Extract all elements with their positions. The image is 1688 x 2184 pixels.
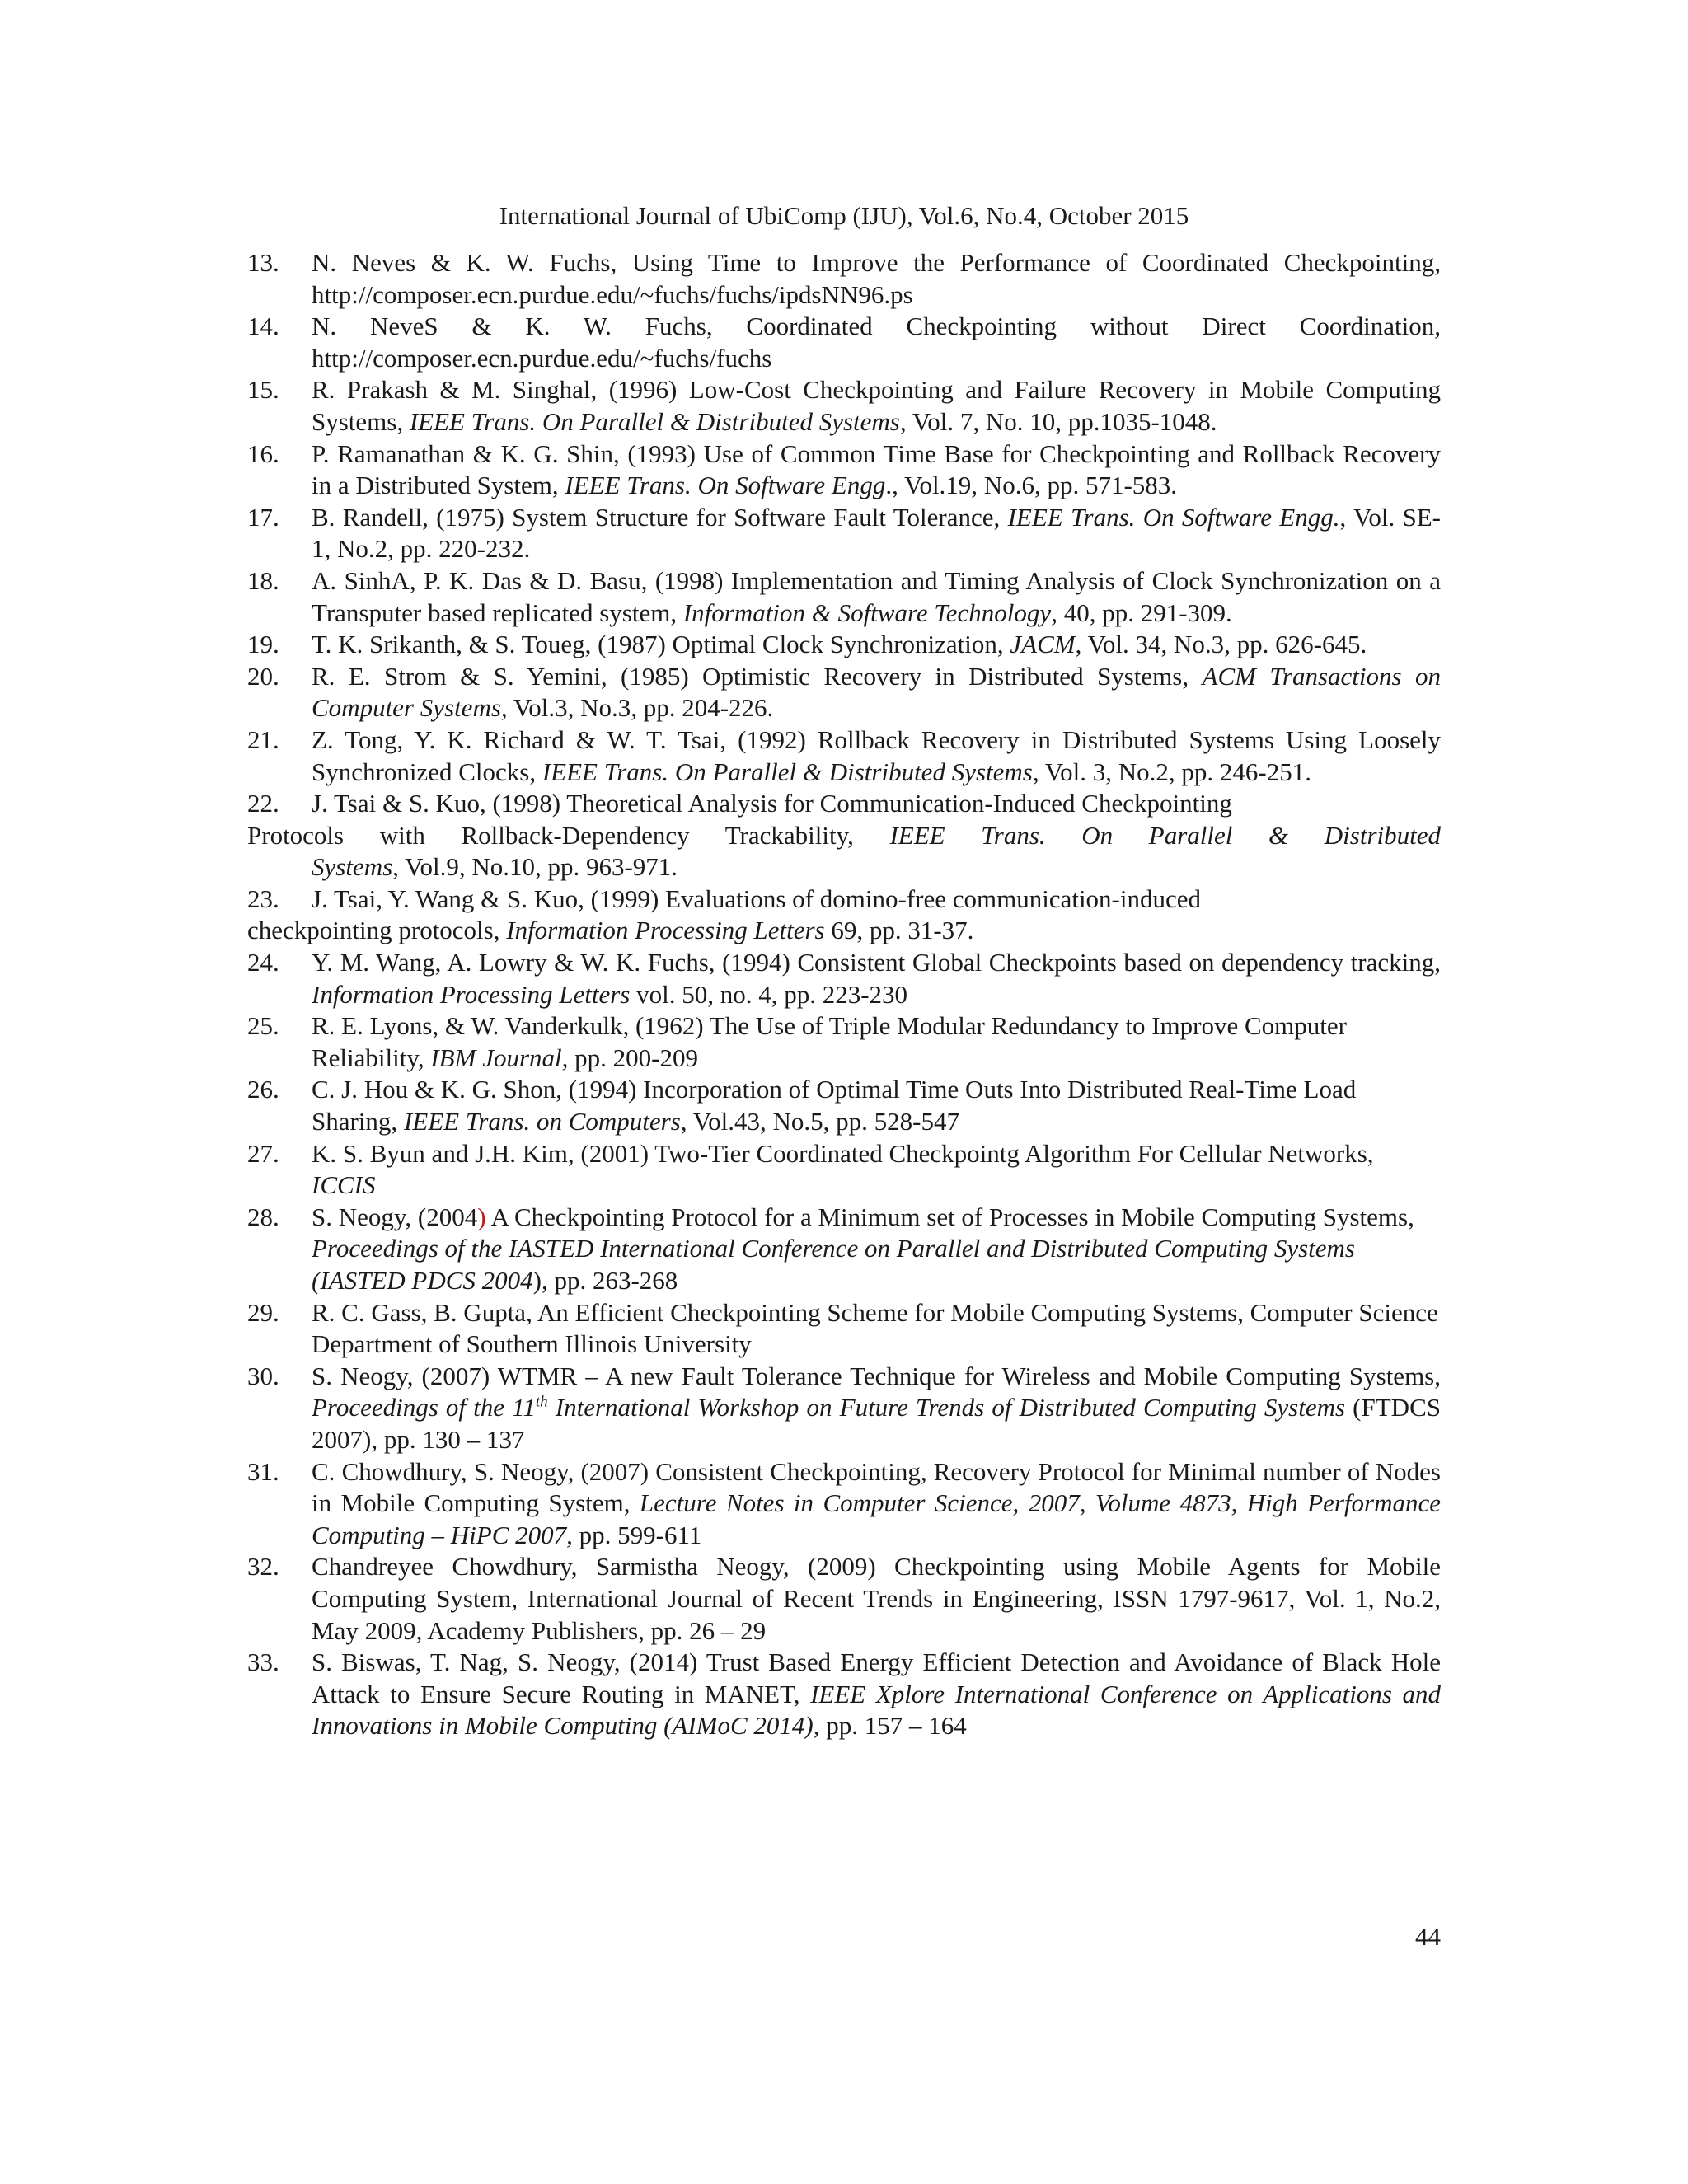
reference-number: 26. xyxy=(247,1075,279,1104)
reference-number: 19. xyxy=(247,630,279,659)
reference-item-15 xyxy=(247,374,1441,438)
reference-details: ., Vol.19, No.6, pp. 571-583. xyxy=(885,471,1178,500)
reference-number: 14. xyxy=(247,312,279,341)
reference-number: 17. xyxy=(247,502,279,532)
reference-item-29 xyxy=(247,1297,1441,1361)
reference-item-24 xyxy=(247,947,1441,1010)
reference-number: 22. xyxy=(247,789,279,818)
reference-text: R. E. Lyons, & W. Vanderkulk, (1962) The Use of Triple Modular Redundancy to Improve Computer Reliability, xyxy=(312,1011,1347,1072)
reference-details: , Vol. 34, No.3, pp. 626-645. xyxy=(1075,630,1367,659)
reference-item-22 xyxy=(247,788,1441,883)
reference-item-33 xyxy=(247,1647,1441,1742)
reference-venue: IEEE Trans. On Parallel & Distributed Systems xyxy=(542,757,1033,786)
reference-venue: IEEE Trans. On Parallel & xyxy=(889,820,1289,850)
reference-venue: IEEE Trans. on Computers xyxy=(403,1107,681,1137)
reference-number: 31. xyxy=(247,1456,279,1486)
reference-number: 32. xyxy=(247,1552,279,1582)
reference-item-16 xyxy=(247,438,1441,502)
reference-text: S. Biswas, T. Nag, S. Neogy, (2014) Trust Based Energy Efficient Detection and Avoidance of Black Hole Attack to Ensure Secure Routing in MANET, xyxy=(312,1647,1441,1708)
reference-venue: JACM xyxy=(1010,630,1076,659)
reference-text: S. Neogy, (2004 xyxy=(312,1202,478,1231)
reference-venue: Information Processing Letters xyxy=(312,979,631,1009)
reference-item-18 xyxy=(247,565,1441,629)
reference-item-27 xyxy=(247,1138,1441,1202)
reference-venue: Information Processing Letters xyxy=(506,916,825,945)
reference-text-line1: J. Tsai, Y. Wang & S. Kuo, (1999) Evaluations of domino-free communication-induced xyxy=(312,883,1202,913)
reference-number: 24. xyxy=(247,948,279,977)
reference-text-line2 xyxy=(247,915,1441,947)
reference-venue: ACM Transactions on Computer Systems, xyxy=(312,661,1441,723)
reference-text: R. Prakash & M. Singhal, (1996) Low-Cost Checkpointing and Failure Recovery in Mobile Computing Systems, xyxy=(312,375,1441,436)
reference-venue: Proceedings of the 11 xyxy=(312,1393,536,1422)
reference-details: , Vol. 7, No. 10, pp.1035-1048. xyxy=(899,406,1217,436)
reference-venue-end: Systems xyxy=(312,852,393,882)
reference-item-21 xyxy=(247,724,1441,788)
reference-number: 25. xyxy=(247,1011,279,1041)
reference-text: Z. Tong, Y. K. Richard & W. T. Tsai, (1992) Rollback Recovery in Distributed Systems Using Loosely Synchronized Clocks, xyxy=(312,724,1441,786)
reference-number: 15. xyxy=(247,375,279,405)
reference-details: pp. 599-611 xyxy=(572,1520,702,1549)
reference-text: checkpointing protocols, xyxy=(247,916,507,945)
reference-number: 29. xyxy=(247,1297,279,1327)
reference-text: A. SinhA, P. K. Das & D. Basu, (1998) Implementation and Timing Analysis of Clock Synchronization on a Transputer based replicated system, xyxy=(312,565,1441,627)
reference-item-19 xyxy=(247,629,1441,661)
reference-number: 30. xyxy=(247,1361,279,1390)
reference-venue: Information & Software Technology xyxy=(682,598,1052,627)
reference-details: (FTDCS 2007), pp. 130 – 137 xyxy=(312,1393,1441,1454)
reference-details: pp. 157 – 164 xyxy=(819,1711,967,1741)
reference-details: ), pp. 263-268 xyxy=(532,1266,678,1295)
reference-item-13 xyxy=(247,247,1441,311)
page-number: 44 xyxy=(1415,1922,1441,1951)
reference-list xyxy=(247,247,1441,1742)
reference-details: , Vol.9, No.10, pp. 963-971. xyxy=(392,852,678,882)
reference-venue: Proceedings of the IASTED International Conference on Parallel and Distributed Computing Systems (IASTED PDCS 2004 xyxy=(312,1234,1355,1295)
reference-item-26 xyxy=(247,1074,1441,1137)
reference-details: Vol.3, No.3, pp. 204-226. xyxy=(507,693,774,723)
reference-item-23 xyxy=(247,883,1441,947)
reference-text: K. S. Byun and J.H. Kim, (2001) Two-Tier Coordinated Checkpointg Algorithm For Cellular Networks, xyxy=(312,1138,1374,1168)
reference-item-20 xyxy=(247,661,1441,724)
reference-text: Chandreyee Chowdhury, Sarmistha Neogy, (2009) Checkpointing using Mobile Agents for Mobile Computing System, International Journal of Recent Trends in Engineering, ISSN 1797-9617, Vol. 1, No.2, May 2009, Academy Publishers, pp. 26 – 29 xyxy=(312,1552,1441,1645)
reference-venue-cont: International Workshop on Future Trends of Distributed Computing Systems xyxy=(547,1393,1346,1422)
reference-venue: IBM Journal, xyxy=(430,1043,569,1072)
reference-number: 16. xyxy=(247,438,279,468)
journal-header: International Journal of UbiComp (IJU), Vol.6, No.4, October 2015 xyxy=(499,201,1189,230)
reference-text: C. J. Hou & K. G. Shon, (1994) Incorporation of Optimal Time Outs Into Distributed Real-Time Load Sharing, xyxy=(312,1075,1357,1137)
reference-text: R. C. Gass, B. Gupta, An Efficient Checkpointing Scheme for Mobile Computing Systems, Computer Science Department of Southern Illinois University xyxy=(312,1297,1438,1359)
reference-red-paren: ) xyxy=(477,1202,486,1231)
reference-number: 28. xyxy=(247,1202,279,1231)
reference-text: R. E. Strom & S. Yemini, (1985) Optimistic Recovery in Distributed Systems, xyxy=(312,661,1203,691)
reference-details: , Vol. 3, No.2, pp. 246-251. xyxy=(1032,757,1311,786)
reference-italic: , xyxy=(1434,312,1441,341)
reference-venue: ICCIS xyxy=(312,1170,376,1200)
reference-item-30 xyxy=(247,1361,1441,1456)
reference-number: 20. xyxy=(247,661,279,691)
reference-details: , Vol.43, No.5, pp. 528-547 xyxy=(680,1107,959,1137)
reference-number: 33. xyxy=(247,1647,279,1677)
reference-text: S. Neogy, (2007) WTMR – A new Fault Tolerance Technique for Wireless and Mobile Computing Systems, xyxy=(312,1361,1441,1390)
reference-text: N. Neves & K. W. Fuchs, Using Time to Improve the Performance of Coordinated Checkpointing, http://composer.ecn.purdue.edu/~fuchs/fuchs/ipdsNN96.ps xyxy=(312,248,1441,309)
reference-text: P. Ramanathan & K. G. Shin, (1993) Use of Common Time Base for Checkpointing and Rollback Recovery in a Distributed System, xyxy=(312,438,1441,500)
reference-number: 13. xyxy=(247,248,279,277)
reference-item-32 xyxy=(247,1551,1441,1647)
reference-text: C. Chowdhury, S. Neogy, (2007) Consistent Checkpointing, Recovery Protocol for Minimal number of Nodes in Mobile Computing System, xyxy=(312,1456,1441,1518)
reference-venue-cont: Distributed xyxy=(1324,820,1442,850)
reference-text: N. NeveS & K. W. Fuchs, Coordinated Checkpointing without Direct Coordination xyxy=(312,312,1435,341)
reference-details: , 40, pp. 291-309. xyxy=(1051,598,1232,627)
reference-url: http://composer.ecn.purdue.edu/~fuchs/fuchs xyxy=(312,343,772,373)
reference-text: Protocols with Rollback-Dependency Trackability, xyxy=(247,820,890,850)
reference-number: 18. xyxy=(247,565,279,595)
reference-text-cont: A Checkpointing Protocol for a Minimum set of Processes in Mobile Computing Systems, xyxy=(485,1202,1414,1231)
reference-item-14 xyxy=(247,311,1441,374)
reference-details: pp. 200-209 xyxy=(568,1043,698,1072)
reference-venue: IEEE Xplore International Conference on Applications and Innovations in Mobile Computing (AIMoC 2014), xyxy=(312,1679,1442,1741)
reference-item-31 xyxy=(247,1456,1441,1552)
reference-number: 27. xyxy=(247,1138,279,1168)
reference-venue: Lecture Notes in Computer Science, 2007, Volume 4873, High Performance Computing – HiPC 2007, xyxy=(312,1488,1442,1549)
reference-venue: IEEE Trans. On Software Engg xyxy=(565,471,886,500)
reference-details: 69, pp. 31-37. xyxy=(824,916,974,945)
reference-details: vol. 50, no. 4, pp. 223-230 xyxy=(630,979,908,1009)
reference-text: B. Randell, (1975) System Structure for Software Fault Tolerance, xyxy=(312,502,1008,532)
reference-venue: IEEE Trans. On Parallel & Distributed Systems xyxy=(409,406,900,436)
reference-number: 23. xyxy=(247,883,279,913)
reference-superscript: th xyxy=(535,1394,548,1412)
reference-item-28 xyxy=(247,1202,1441,1297)
reference-text: Y. M. Wang, A. Lowry & W. K. Fuchs, (1994) Consistent Global Checkpoints based on dependency tracking, xyxy=(312,948,1441,977)
reference-text-line1: J. Tsai & S. Kuo, (1998) Theoretical Analysis for Communication-Induced Checkpointing xyxy=(312,789,1232,818)
reference-text-line3 xyxy=(312,852,678,881)
reference-item-25 xyxy=(247,1010,1441,1074)
reference-details: , Vol. SE-1, No.2, pp. 220-232. xyxy=(312,502,1441,564)
reference-number: 21. xyxy=(247,724,279,754)
reference-text: T. K. Srikanth, & S. Toueg, (1987) Optimal Clock Synchronization, xyxy=(312,630,1010,659)
reference-item-17 xyxy=(247,502,1441,565)
reference-text-line2 xyxy=(247,820,1441,852)
reference-venue: IEEE Trans. On Software Engg. xyxy=(1007,502,1340,532)
